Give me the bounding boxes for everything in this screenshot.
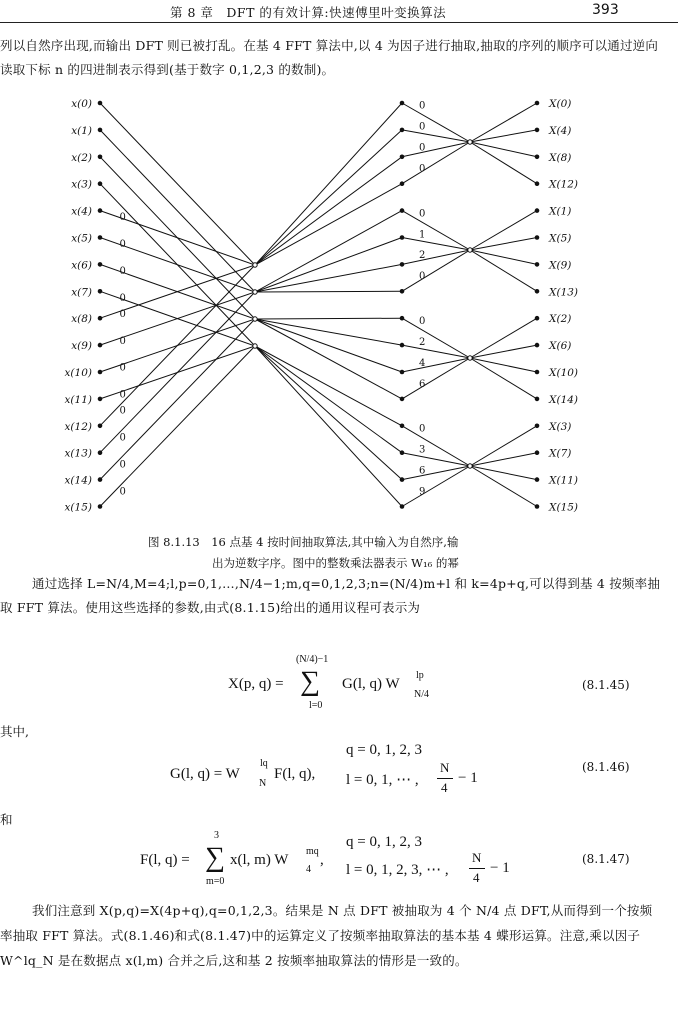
- stage2-exponent: 2: [418, 336, 426, 348]
- eq45-sub: N/4: [414, 689, 429, 700]
- stage1-wire: [255, 319, 402, 372]
- stage1-wire: [255, 346, 402, 426]
- output-node: [535, 424, 540, 429]
- stage1-wire: [255, 157, 402, 265]
- output-label: X(1): [549, 205, 572, 218]
- input-node: [98, 316, 103, 321]
- stage2-output-wire: [470, 358, 537, 372]
- stage1-butterfly-node: [253, 290, 257, 294]
- mid-node: [400, 262, 405, 267]
- frac-bar: [437, 778, 453, 779]
- stage2-output-wire: [470, 466, 537, 480]
- input-label: x(15): [64, 501, 92, 514]
- stage1-exponent: 0: [119, 265, 126, 277]
- stage2-exponent: 1: [418, 229, 426, 241]
- input-label: x(2): [71, 151, 92, 164]
- input-node: [98, 424, 103, 429]
- caption-line-2: 出为逆数字序。图中的整数乘法器表示 W₁₆ 的幂: [212, 556, 459, 570]
- eq47-number: (8.1.47): [582, 852, 630, 866]
- header-rule: [0, 22, 678, 23]
- input-label: x(9): [71, 340, 92, 353]
- chapter-title: 第 8 章 DFT 的有效计算:快速傅里叶变换算法: [170, 5, 447, 20]
- stage1-butterfly-node: [253, 317, 257, 321]
- stage1-exponent: 0: [119, 212, 126, 224]
- eq45-number: (8.1.45): [582, 678, 630, 692]
- output-label: X(8): [549, 151, 572, 164]
- input-label: x(1): [71, 124, 92, 137]
- stage2-exponent: 9: [418, 486, 426, 498]
- mid-node: [400, 397, 405, 402]
- eq46-frac-tail: − 1: [458, 770, 478, 786]
- stage1-exponent: 0: [119, 389, 126, 401]
- stage2-butterfly-node: [468, 464, 472, 468]
- eq45-sum-lower: l=0: [309, 700, 323, 711]
- mid-node: [400, 128, 405, 133]
- stage2-wire: [402, 466, 470, 480]
- stage1-wire: [255, 346, 402, 507]
- stage2-exponent: 0: [418, 163, 426, 175]
- input-node: [98, 235, 103, 240]
- input-label: x(10): [64, 367, 92, 379]
- paragraph-3: 我们注意到 X(p,q)=X(4p+q),q=0,1,2,3。结果是 N 点 DFT 被抽取为 4 个 N/4 点 DFT,从而得到一个按频率抽取 FFT 算法。式(8.1.46)和式(8.1.47)中的运算定义了按频率抽取算法的基本基 4 蝶形运算。注意,乘以因子 W^lq_N 是在数据点 x(l,m) 合并之后,这和基 2 按频率抽取算法的情形是一致的。: [0, 903, 653, 968]
- eq46-frac-den: 4: [441, 780, 448, 795]
- sum-symbol: ∑: [300, 666, 320, 697]
- eq46-lhs: G(l, q) = W: [170, 766, 240, 782]
- mid-node: [400, 343, 405, 348]
- caption-line-1: 图 8.1.13 16 点基 4 按时间抽取算法,其中输入为自然序,输: [148, 535, 459, 549]
- stage1-exponent: 0: [119, 459, 126, 471]
- output-node: [535, 155, 540, 160]
- input-node: [98, 101, 103, 106]
- stage2-wire: [402, 466, 470, 507]
- input-node: [98, 504, 103, 509]
- stage1-wire: [255, 103, 402, 265]
- stage2-wire: [402, 142, 470, 157]
- mid-node: [400, 208, 405, 213]
- input-label: x(5): [71, 232, 92, 245]
- stage2-output-wire: [470, 250, 537, 264]
- eq45-body: G(l, q) W: [342, 676, 400, 692]
- mid-node: [400, 155, 405, 160]
- output-node: [535, 343, 540, 348]
- input-label: x(6): [71, 259, 92, 272]
- stage1-exponent: 0: [119, 432, 126, 444]
- input-label: x(12): [64, 420, 92, 433]
- stage2-exponent: 6: [418, 465, 426, 477]
- output-label: X(13): [549, 286, 579, 299]
- eq47-frac-den: 4: [473, 870, 480, 885]
- output-node: [535, 370, 540, 375]
- where-label: 其中,: [0, 724, 29, 739]
- stage2-exponent: 0: [418, 121, 426, 133]
- stage1-wire: [255, 291, 402, 292]
- output-label: X(5): [549, 232, 572, 245]
- output-node: [535, 397, 540, 402]
- output-label: X(3): [549, 420, 572, 433]
- stage1-exponent: 0: [119, 292, 126, 304]
- output-label: X(12): [549, 178, 579, 191]
- stage2-wire: [402, 250, 470, 291]
- eq46-sub: N: [259, 778, 267, 789]
- stage2-output-wire: [470, 453, 537, 466]
- stage1-wire: [255, 319, 402, 345]
- stage1-wire: [255, 346, 402, 453]
- eq47-sum-upper: 3: [214, 830, 219, 841]
- eq45-sup: lp: [416, 670, 424, 681]
- eq47-sup: mq: [306, 846, 319, 857]
- output-node: [535, 208, 540, 213]
- stage2-butterfly-node: [468, 356, 472, 360]
- stage1-exponent: 0: [119, 362, 126, 374]
- stage1-exponent: 0: [119, 238, 126, 250]
- sum-symbol: ∑: [205, 842, 225, 873]
- stage2-wire: [402, 250, 470, 264]
- stage2-exponent: 0: [418, 100, 426, 112]
- input-label: x(13): [64, 447, 92, 460]
- input-node: [98, 370, 103, 375]
- mid-node: [400, 316, 405, 321]
- stage2-output-wire: [470, 250, 537, 291]
- stage1-wire: [255, 238, 402, 293]
- output-node: [535, 504, 540, 509]
- and-label: 和: [0, 812, 13, 827]
- output-node: [535, 450, 540, 455]
- output-label: X(15): [549, 501, 579, 514]
- input-label: x(8): [71, 313, 92, 326]
- output-node: [535, 235, 540, 240]
- output-label: X(7): [549, 447, 572, 460]
- output-node: [535, 181, 540, 186]
- stage1-wire: [255, 319, 402, 399]
- output-label: X(14): [549, 393, 579, 406]
- stage2-output-wire: [470, 142, 537, 184]
- figure-caption: [148, 532, 568, 574]
- stage1-wire: [255, 130, 402, 265]
- eq46-sup: lq: [260, 758, 268, 769]
- stage2-exponent: 0: [418, 315, 426, 327]
- input-node: [98, 343, 103, 348]
- stage2-wire: [402, 142, 470, 184]
- mid-node: [400, 424, 405, 429]
- eq46-frac-num: N: [440, 760, 450, 775]
- input-node: [98, 262, 103, 267]
- eq47-tail: ,: [320, 852, 324, 868]
- stage2-butterfly-node: [468, 248, 472, 252]
- stage2-exponent: 0: [418, 423, 426, 435]
- stage1-butterfly-node: [253, 263, 257, 267]
- stage2-wire: [402, 358, 470, 372]
- input-label: x(3): [71, 178, 92, 191]
- stage2-wire: [402, 453, 470, 466]
- butterfly-diagram: [0, 88, 678, 528]
- stage1-wire: [255, 211, 402, 292]
- output-node: [535, 477, 540, 482]
- stage1-wire: [255, 184, 402, 265]
- output-label: X(2): [549, 313, 572, 326]
- stage1-butterfly-node: [253, 344, 257, 348]
- stage2-wire: [402, 423, 470, 466]
- mid-node: [400, 101, 405, 106]
- page-number: 393: [592, 2, 619, 18]
- eq47-frac-num: N: [472, 850, 482, 865]
- output-label: X(10): [549, 367, 579, 379]
- output-label: X(4): [549, 124, 572, 137]
- output-node: [535, 262, 540, 267]
- eq46-cond2: l = 0, 1, ⋯ ,: [346, 772, 419, 788]
- input-node: [98, 155, 103, 160]
- input-node: [98, 181, 103, 186]
- mid-node: [400, 181, 405, 186]
- output-node: [535, 128, 540, 133]
- stage1-wire: [255, 264, 402, 292]
- input-node: [98, 397, 103, 402]
- eq47-cond1: q = 0, 1, 2, 3: [346, 834, 422, 850]
- input-label: x(4): [71, 205, 92, 218]
- stage2-output-wire: [470, 142, 537, 157]
- stage2-exponent: 2: [418, 250, 426, 262]
- input-label: x(7): [71, 286, 92, 299]
- stage2-exponent: 4: [418, 357, 426, 369]
- frac-bar: [469, 868, 485, 869]
- eq47-cond2: l = 0, 1, 2, 3, ⋯ ,: [346, 862, 449, 878]
- output-node: [535, 289, 540, 294]
- eq46-rest: F(l, q),: [274, 766, 316, 782]
- input-label: x(0): [71, 98, 92, 110]
- input-node: [98, 477, 103, 482]
- input-label: x(14): [64, 474, 92, 487]
- input-node: [98, 450, 103, 455]
- output-label: X(6): [549, 340, 572, 353]
- output-node: [535, 101, 540, 106]
- stage2-butterfly-node: [468, 140, 472, 144]
- stage2-exponent: 6: [418, 378, 426, 390]
- stage2-exponent: 0: [418, 208, 426, 220]
- mid-node: [400, 235, 405, 240]
- stage1-exponent: 0: [119, 335, 126, 347]
- stage2-exponent: 3: [418, 444, 426, 456]
- stage2-output-wire: [470, 358, 537, 399]
- intro-paragraph: 列以自然序出现,而输出 DFT 则已被打乱。在基 4 FFT 算法中,以 4 为因子进行抽取,抽取的序列的顺序可以通过逆向读取下标 n 的四进制表示得到(基于数字 0,1,2,3 的数制)。: [0, 38, 659, 77]
- paragraph-2: 通过选择 L=N/4,M=4;l,p=0,1,…,N/4−1;m,q=0,1,2,3;n=(N/4)m+l 和 k=4p+q,可以得到基 4 按频率抽取 FFT 算法。使用这些选择的参数,由式(8.1.15)给出的通用议程可表示为: [0, 576, 661, 615]
- input-node: [98, 208, 103, 213]
- mid-node: [400, 370, 405, 375]
- stage1-exponent: 0: [119, 486, 126, 498]
- eq47-lhs: F(l, q) =: [140, 852, 190, 868]
- stage1-wire: [255, 346, 402, 480]
- input-node: [98, 128, 103, 133]
- input-label: x(11): [64, 393, 92, 406]
- output-label: X(0): [549, 98, 572, 110]
- stage1-exponent: 0: [119, 308, 126, 320]
- stage1-wire: [255, 318, 402, 319]
- mid-node: [400, 289, 405, 294]
- mid-node: [400, 450, 405, 455]
- page-header: [0, 0, 678, 22]
- eq46-cond1: q = 0, 1, 2, 3: [346, 742, 422, 758]
- output-label: X(11): [549, 474, 579, 487]
- output-node: [535, 316, 540, 321]
- stage2-output-wire: [470, 426, 537, 466]
- output-label: X(9): [549, 259, 572, 272]
- input-node: [98, 289, 103, 294]
- eq45-sum-upper: (N/4)−1: [296, 654, 329, 665]
- stage2-output-wire: [470, 466, 537, 507]
- eq47-frac-tail: − 1: [490, 860, 510, 876]
- eq47-sum-lower: m=0: [206, 876, 225, 887]
- stage1-exponent: 0: [119, 405, 126, 417]
- eq46-number: (8.1.46): [582, 760, 630, 774]
- eq47-body: x(l, m) W: [230, 852, 289, 868]
- eq45-lhs: X(p, q) =: [228, 676, 284, 692]
- eq47-sub: 4: [306, 864, 311, 875]
- mid-node: [400, 477, 405, 482]
- stage2-exponent: 0: [418, 142, 426, 154]
- stage2-exponent: 0: [418, 271, 426, 283]
- mid-node: [400, 504, 405, 509]
- stage2-wire: [402, 358, 470, 399]
